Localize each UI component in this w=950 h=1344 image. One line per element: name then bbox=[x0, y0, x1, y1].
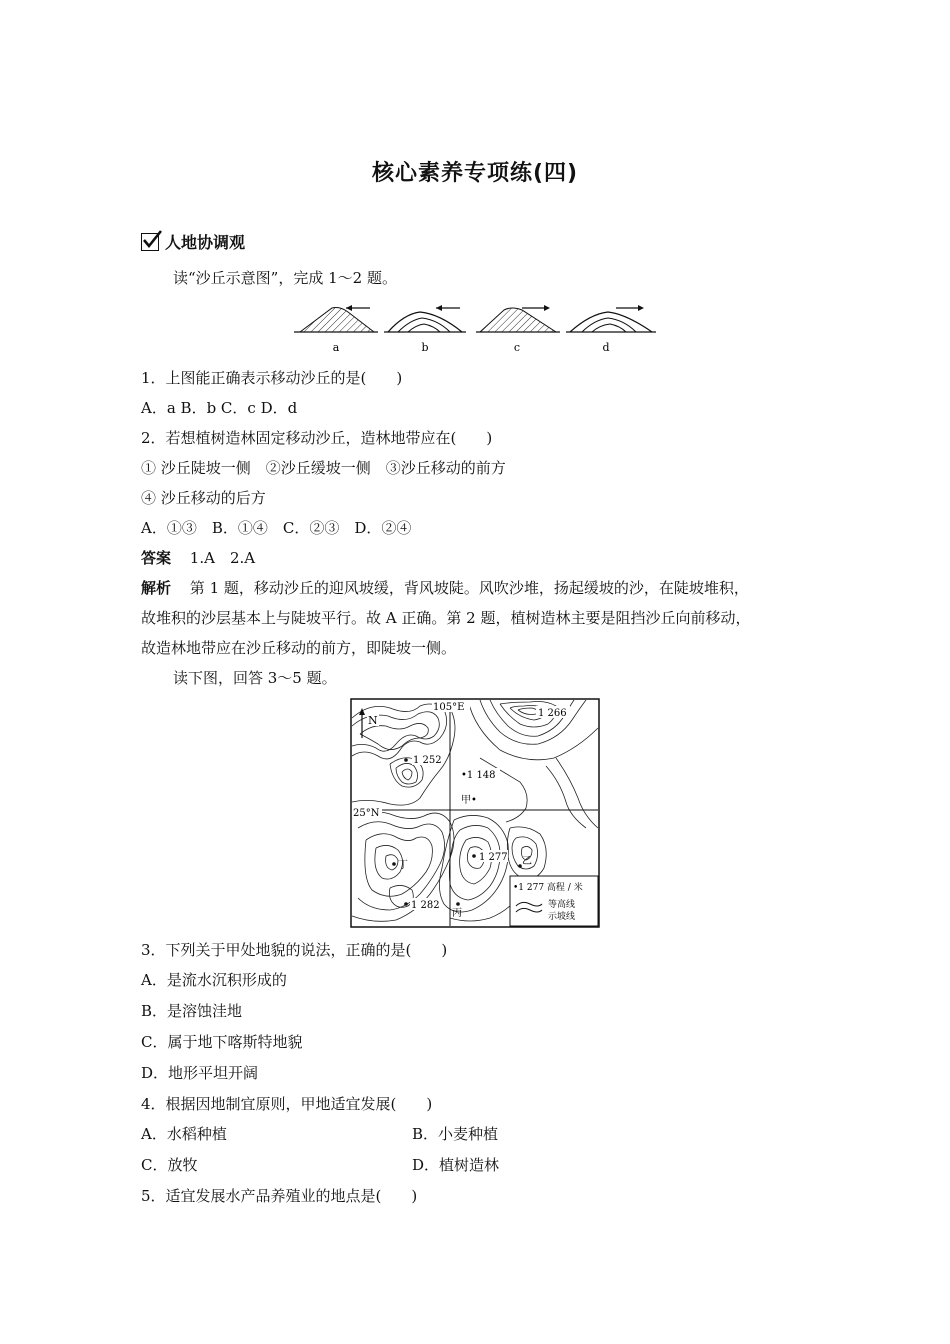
legend-elevation: •1 277 高程 / 米 bbox=[513, 883, 583, 893]
intro-text-2: 读下图，回答 3～5 题。 bbox=[173, 669, 337, 687]
dune-label-d: d bbox=[602, 341, 610, 354]
q1-options: A．a B．b C．c D．d bbox=[141, 399, 298, 417]
q3-option-a: A．是流水沉积形成的 bbox=[141, 971, 287, 989]
analysis-line-1 bbox=[141, 578, 749, 598]
elev-1148: •1 148 bbox=[461, 770, 496, 781]
elev-1252: 1 252 bbox=[413, 755, 442, 766]
elev-1282: 1 282 bbox=[411, 900, 440, 911]
analysis-text-1: 第 1 题，移动沙丘的迎风坡缓，背风坡陡。风吹沙堆，扬起缓坡的沙，在陡坡堆积， bbox=[189, 579, 749, 597]
legend-contour: 等高线 bbox=[548, 900, 576, 910]
dune-label-a: a bbox=[332, 341, 340, 354]
section-heading bbox=[141, 230, 245, 253]
legend-slope: 示坡线 bbox=[548, 912, 576, 922]
dune-a bbox=[294, 305, 378, 332]
section-label: 人地协调观 bbox=[165, 233, 246, 252]
north-label: N bbox=[368, 714, 378, 727]
q2-items-1: ① 沙丘陡坡一侧 ②沙丘缓坡一侧 ③沙丘移动的前方 bbox=[141, 459, 506, 477]
q2-items-2: ④ 沙丘移动的后方 bbox=[141, 489, 266, 507]
q4-option-c: C．放牧 bbox=[141, 1156, 198, 1174]
point-yi: 乙 bbox=[522, 856, 532, 867]
dune-d bbox=[566, 305, 656, 332]
q4-stem: 4．根据因地制宜原则，甲地适宜发展( ) bbox=[141, 1095, 433, 1113]
q4-option-d: D．植树造林 bbox=[412, 1156, 500, 1174]
q3-option-d: D．地形平坦开阔 bbox=[141, 1064, 259, 1082]
point-bing: 丙 bbox=[452, 908, 462, 919]
longitude-label: 105°E bbox=[433, 702, 465, 713]
dune-b bbox=[384, 305, 466, 332]
elev-1266: 1 266 bbox=[538, 708, 567, 719]
q4-option-a: A．水稻种植 bbox=[141, 1125, 227, 1143]
q3-option-b: B．是溶蚀洼地 bbox=[141, 1002, 243, 1020]
dune-label-c: c bbox=[513, 341, 521, 354]
q3-stem: 3．下列关于甲处地貌的说法，正确的是( ) bbox=[141, 941, 448, 959]
dune-diagram bbox=[290, 296, 662, 358]
q2-stem: 2．若想植树造林固定移动沙丘，造林地带应在( ) bbox=[141, 429, 493, 447]
page-title: 核心素养专项练(四) bbox=[371, 161, 579, 186]
analysis-text-2: 故堆积的沙层基本上与陡坡平行。故 A 正确。第 2 题，植树造林主要是阻挡沙丘向前移动， bbox=[141, 609, 751, 627]
answer-line bbox=[141, 548, 255, 568]
q1-stem: 1．上图能正确表示移动沙丘的是( ) bbox=[141, 369, 403, 387]
analysis-label: 解析 bbox=[141, 579, 172, 597]
q2-options: A．①③ B．①④ C．②③ D．②④ bbox=[141, 519, 412, 537]
answer-text: 1.A 2.A bbox=[189, 549, 256, 567]
analysis-text-3: 故造林地带应在沙丘移动的前方，即陡坡一侧。 bbox=[141, 639, 457, 657]
answer-label: 答案 bbox=[141, 549, 172, 567]
dune-label-b: b bbox=[421, 341, 429, 354]
point-ding: 丁 bbox=[398, 860, 408, 871]
contour-map bbox=[350, 698, 600, 928]
map-legend bbox=[510, 876, 598, 926]
latitude-label: 25°N bbox=[353, 808, 380, 819]
intro-text-1: 读“沙丘示意图”，完成 1～2 题。 bbox=[173, 269, 397, 287]
checkmark-icon bbox=[141, 233, 159, 251]
dune-c bbox=[476, 305, 560, 332]
point-jia: 甲• bbox=[461, 795, 477, 806]
q4-option-b: B．小麦种植 bbox=[412, 1125, 499, 1143]
q5-stem: 5．适宜发展水产品养殖业的地点是( ) bbox=[141, 1187, 418, 1205]
q3-option-c: C．属于地下喀斯特地貌 bbox=[141, 1033, 303, 1051]
elev-1277: 1 277 bbox=[479, 852, 508, 863]
